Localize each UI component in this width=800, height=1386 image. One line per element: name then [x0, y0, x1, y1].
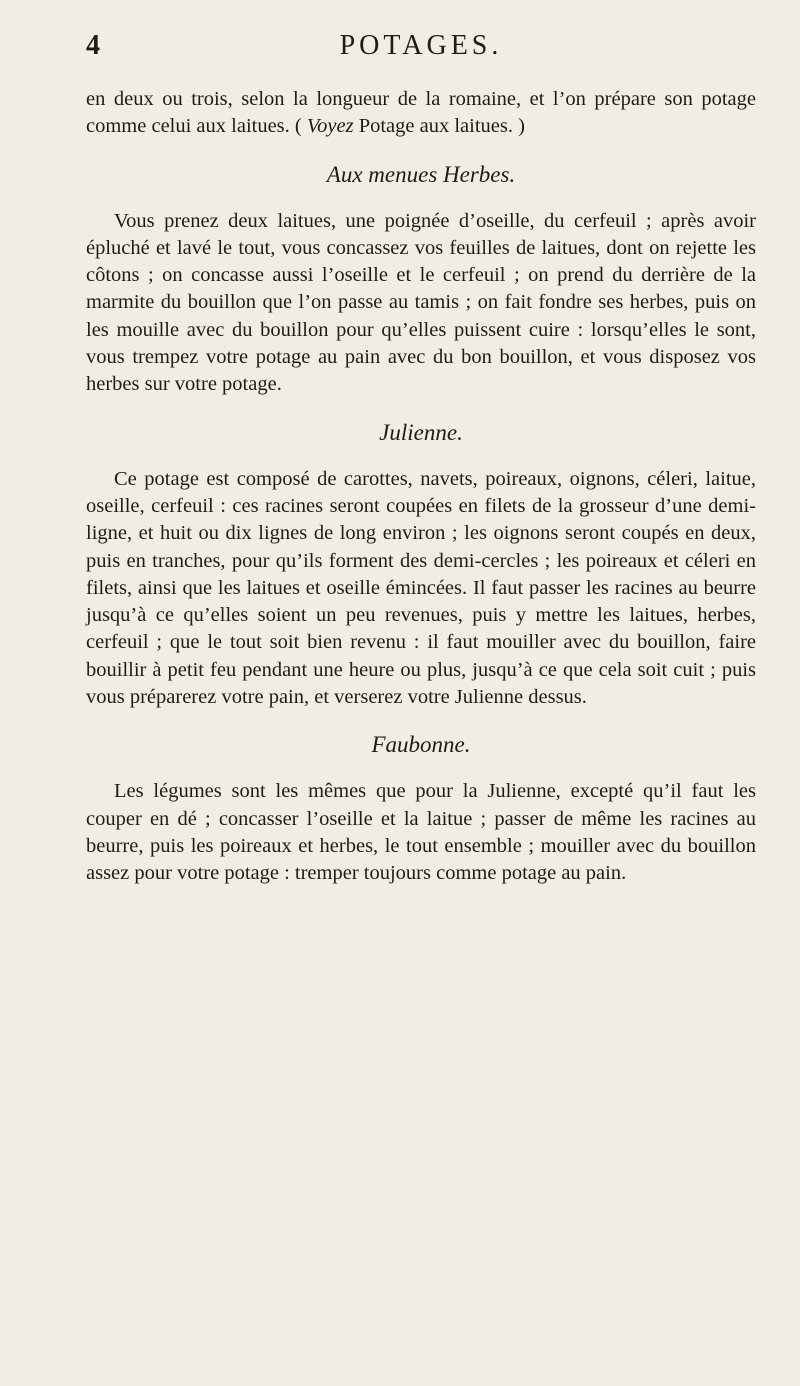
running-head — [86, 30, 756, 74]
section-body-faubonne: Les légumes sont les mêmes que pour la Julienne, excepté qu’il faut les couper en dé ; concasser l’oseille et la laitue ; passer de même les racines au beurre, puis les poireaux et herbes, le tout ensemble ; mouiller avec du bouillon assez pour votre potage : tremper toujours comme potage au pain. — [86, 780, 756, 885]
intro-text-after: Potage aux laitues. ) — [353, 115, 525, 138]
page-number: 4 — [86, 30, 101, 61]
section-body-julienne: Ce potage est composé de carottes, navets, poireaux, oignons, céleri, laitue, oseille, cerfeuil : ces racines seront coupées en filets de la grosseur d’une demi-ligne, et huit ou dix lignes de long environ ; les oignons seront coupés en deux, puis en tranches, pour qu’ils forment des demi-cercles ; les poireaux et céleri en filets, ainsi que les laitues et oseille émincées. Il faut passer les racines au beurre jusqu’à ce qu’elles soient un peu revenues, puis y mettre les laitues, herbes, cerfeuil ; que le tout soit bien revenu : il faut mouiller avec du bouillon, faire bouillir à petit feu pendant une heure ou plus, jusqu’à ce que cela soit cuit ; puis vous préparerez votre pain, et verserez votre Julienne dessus. — [86, 467, 756, 709]
running-title: POTAGES. — [339, 30, 503, 61]
intro-text-before: en deux ou trois, selon la longueur de la romaine, et l’on prépare son potage comme celui aux laitues. ( — [86, 88, 756, 138]
intro-see-word: Voyez — [306, 115, 354, 138]
section-heading-menues-herbes: Aux menues Herbes. — [326, 161, 516, 187]
section-heading-julienne: Julienne. — [379, 419, 463, 445]
section-body-menues-herbes: Vous prenez deux laitues, une poignée d’oseille, du cerfeuil ; après avoir épluché et lavé le tout, vous concassez vos feuilles de laitues, dont on rejette les côtons ; on concasse aussi l’oseille et le cerfeuil ; on prend du derrière de la marmite du bouillon que l’on passe au tamis ; on fait fondre ses herbes, puis on les mouille avec du bouillon pour qu’elles puissent cuire : lorsqu’elles le sont, vous trempez votre potage au pain avec du bon bouillon, et vous disposez vos herbes sur votre potage. — [86, 209, 756, 396]
section-heading-faubonne: Faubonne. — [371, 732, 471, 758]
intro-paragraph — [86, 86, 756, 141]
